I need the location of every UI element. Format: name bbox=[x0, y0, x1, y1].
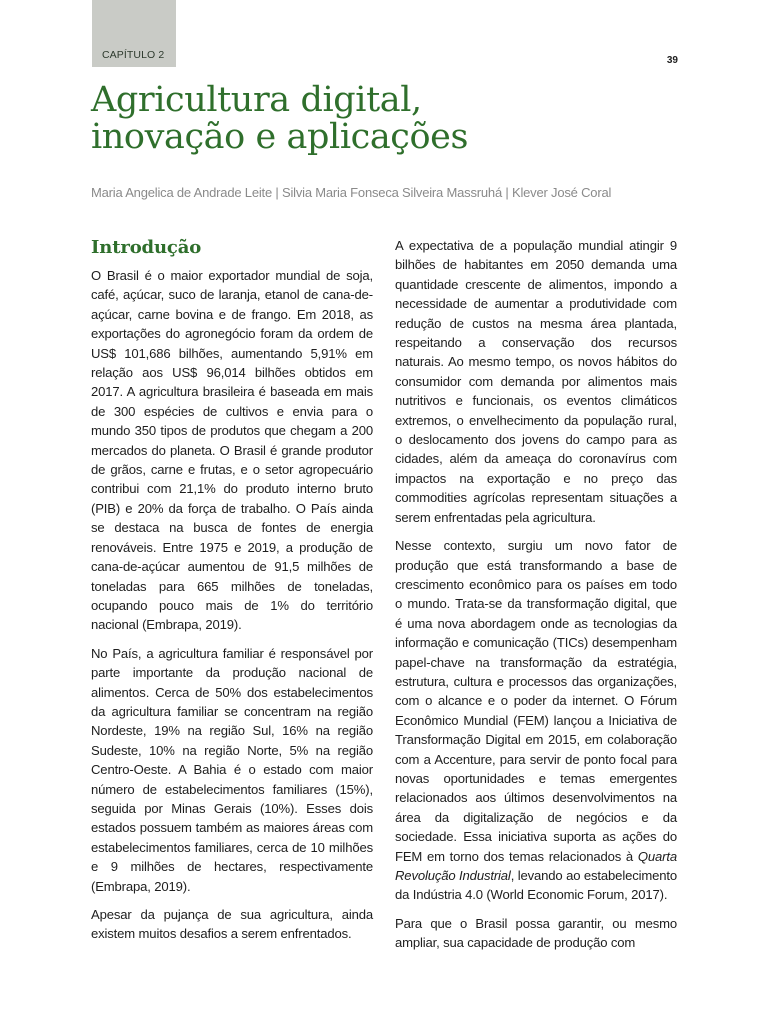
authors-line: Maria Angelica de Andrade Leite | Silvia Maria Fonseca Silveira Massruhá | Klever José Coral bbox=[91, 185, 612, 200]
paragraph: O Brasil é o maior exportador mundial de soja, café, açúcar, suco de laranja, etanol de cana-de-açúcar, carne bovina e de frango. Em 2018, as exportações do agronegócio foram da ordem de US$ 101,686 bilhões, aumentando 5,91% em relação aos US$ 96,014 bilhões obtidos em 2017. A agricultura brasileira é baseada em mais de 300 espécies de cultivos e envia para o mundo 350 tipos de produtos que chegam a 200 mercados do planeta. O Brasil é grande produtor de grãos, carne e frutas, e o setor agropecuário contribui com 21,1% do produto interno bruto (PIB) e 20% da força de trabalho. O País ainda se destaca na busca de fontes de energia renováveis. Entre 1975 e 2019, a produção de cana-de-açúcar aumentou de 91,5 milhões de toneladas para 665 milhões de toneladas, ocupando pouco mais de 1% do território nacional (Embrapa, 2019). bbox=[91, 268, 373, 633]
page-number: 39 bbox=[666, 55, 678, 66]
paragraph-text: , levando ao estabelecimento da Indústria 4.0 (World Economic Forum, 2017). bbox=[395, 868, 678, 903]
italic-term: Quarta Revolução Industrial bbox=[395, 848, 677, 883]
paragraph-text: Nesse contexto, surgiu um novo fator de produção que está transformando a base de crescimento econômico para os países em todo o mundo. Trata-se da transformação digital, que é uma nova abordagem onde as tecnologias da informação e comunicação (TICs) desempenham papel-chave na transformação da estratégia, estrutura, cultura e processos das organizações, com o alcance e o poder da internet. O Fórum Econômico Mundial (FEM) lançou a Iniciativa de Transformação Digital em 2015, em colaboração com a Accenture, para servir de ponto focal para novas oportunidades e temas emergentes relacionados aos últimos desenvolvimentos na área da digitalização de negócios e da sociedade. Essa iniciativa suporta as ações do FEM em torno dos temas relacionados à bbox=[395, 538, 677, 864]
title-line-2: inovação e aplicações bbox=[91, 117, 469, 157]
paragraph: Para que o Brasil possa garantir, ou mesmo ampliar, sua capacidade de produção com bbox=[395, 915, 677, 951]
paragraph: Apesar da pujança de sua agricultura, ainda existem muitos desafios a serem enfrentados. bbox=[91, 907, 373, 942]
chapter-label: CAPÍTULO 2 bbox=[102, 49, 165, 61]
left-column bbox=[91, 235, 373, 953]
paragraph bbox=[395, 536, 677, 905]
paragraph: A expectativa de a população mundial atingir 9 bilhões de habitantes em 2050 demanda uma quantidade crescente de alimentos, impondo a necessidade de aumentar a produtividade com redução de custos na mesma área plantada, respeitando a conservação dos recursos naturais. Ao mesmo tempo, os novos hábitos do consumidor com demanda por alimentos mais nutritivos e funcionais, os eventos climáticos extremos, o envelhecimento da população rural, o deslocamento dos jovens do campo para as cidades, além da ameaça do coronavírus com impactos na exportação e no preço das commodities agrícolas representam situações a serem enfrentadas pela agricultura. bbox=[395, 238, 677, 525]
section-heading: Introdução bbox=[91, 237, 202, 258]
right-column bbox=[395, 236, 677, 962]
page-title bbox=[91, 82, 468, 156]
paragraph: No País, a agricultura familiar é responsável por parte importante da produção nacional de alimentos. Cerca de 50% dos estabelecimentos da agricultura familiar se concentram na região Nordeste, 19% na região Sul, 16% na região Sudeste, 10% na região Norte, 5% na região Centro-Oeste. A Bahia é o estado com maior número de estabelecimentos familiares (15%), seguida por Minas Gerais (10%). Esses dois estados possuem também as maiores áreas com estabelecimentos familiares, cerca de 10 milhões e 9 milhões de hectares, respectivamente (Embrapa, 2019). bbox=[91, 645, 373, 894]
title-line-1: Agricultura digital, bbox=[91, 80, 422, 120]
